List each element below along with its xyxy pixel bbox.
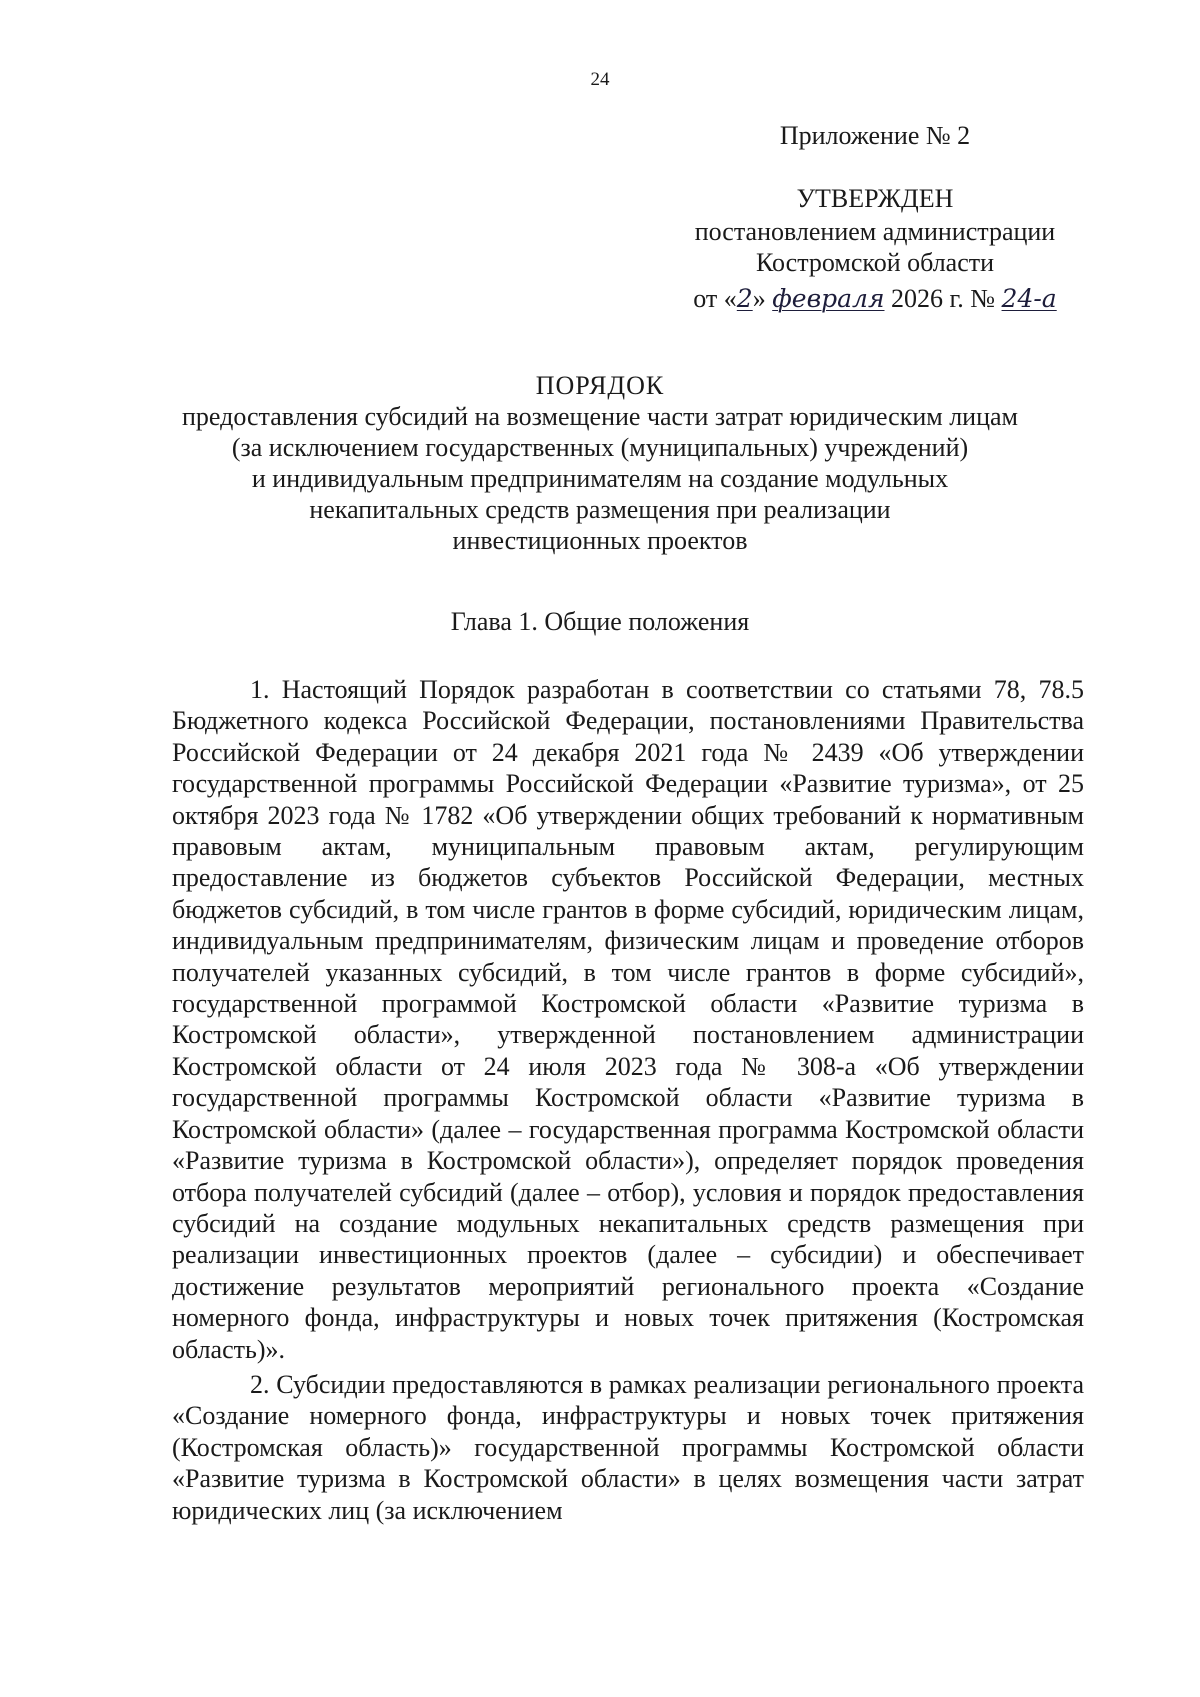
date-prefix: от « bbox=[693, 284, 737, 313]
heading-line: инвестиционных проектов bbox=[452, 526, 748, 555]
date-mid: » bbox=[752, 284, 766, 313]
heading-line: (за исключением государственных (муниципальных) учреждений) bbox=[231, 433, 969, 462]
approval-date-line bbox=[640, 283, 1110, 314]
heading-line: и индивидуальным предпринимателям на создание модульных bbox=[251, 464, 949, 493]
heading-line: предоставления субсидий на возмещение части затрат юридическим лицам bbox=[181, 402, 1018, 431]
document-kind: ПОРЯДОК bbox=[535, 371, 665, 400]
body-text bbox=[172, 674, 1084, 1526]
paragraph-1: 1. Настоящий Порядок разработан в соответствии со статьями 78, 78.5 Бюджетного кодекса Российской Федерации, постановлениями Правительства Российской Федерации от 24 декабря 2021 года № 2439 «Об утверждении государственной программы Российской Федерации «Развитие туризма», от 25 октября 2023 года № 1782 «Об утверждении общих требований к нормативным правовым актам, муниципальным правовым актам, регулирующим предоставление из бюджетов субъектов Российской Федерации, местных бюджетов субсидий, в том числе грантов в форме субсидий, юридическим лицам, индивидуальным предпринимателям, физическим лицам и проведение отборов получателей указанных субсидий, в том числе грантов в форме субсидий», государственной программой Костромской области «Развитие туризма в Костромской области», утвержденной постановлением администрации Костромской области от 24 июля 2023 года № 308-а «Об утверждении государственной программы Костромской области «Развитие туризма в Костромской области» (далее – государственная программа Костромской области «Развитие туризма в Костромской области»), определяет порядок проведения отбора получателей субсидий (далее – отбор), условия и порядок предоставления субсидий на создание модульных некапитальных средств размещения при реализации инвестиционных проектов (далее – субсидии) и обеспечивает достижение результатов мероприятий регионального проекта «Создание номерного фонда, инфраструктуры и новых точек притяжения (Костромская область)». bbox=[172, 675, 1084, 1364]
approval-stamp: УТВЕРЖДЕН bbox=[796, 184, 954, 213]
paragraph-2: 2. Субсидии предоставляются в рамках реализации регионального проекта «Создание номерного фонда, инфраструктуры и новых точек притяжения (Костромская область)» государственной программы Костромской области «Развитие туризма в Костромской области» в целях возмещения части затрат юридических лиц (за исключением bbox=[172, 1369, 1084, 1525]
heading-line: некапитальных средств размещения при реализации bbox=[309, 495, 891, 524]
approval-region-line: Костромской области bbox=[755, 248, 995, 277]
page-number: 24 bbox=[590, 69, 610, 90]
annex-label: Приложение № 2 bbox=[779, 121, 971, 150]
handwritten-day: 2 bbox=[736, 284, 753, 313]
handwritten-month: февраля bbox=[772, 284, 885, 313]
handwritten-doc-number: 24-а bbox=[1001, 284, 1057, 313]
chapter-title: Глава 1. Общие положения bbox=[450, 607, 750, 636]
approval-by-line: постановлением администрации bbox=[694, 217, 1056, 246]
document-heading bbox=[120, 370, 1080, 556]
date-year: 2026 г. № bbox=[891, 284, 996, 313]
